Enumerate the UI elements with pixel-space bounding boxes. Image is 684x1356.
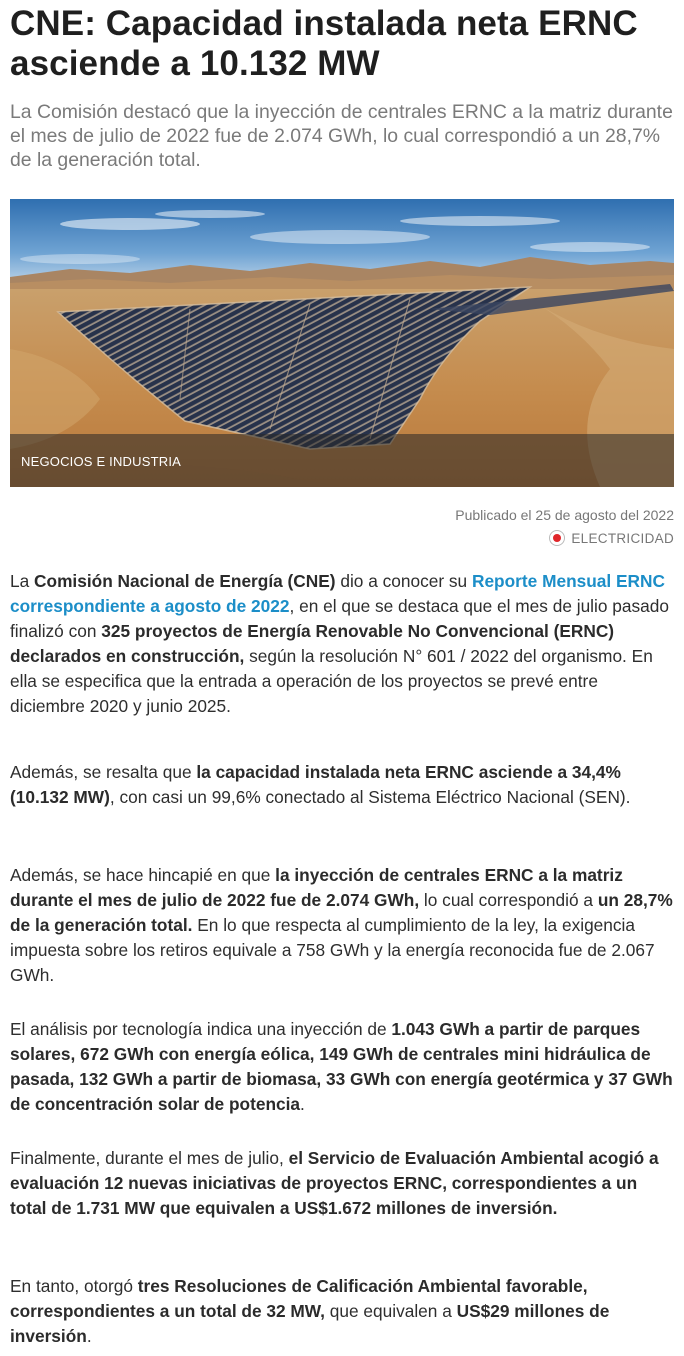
- bold-text: la inyección de centrales ERNC a la matriz durante el mes de julio de 2022 fue de 2.074 GWh,: [10, 865, 623, 910]
- paragraph-5: [10, 1146, 674, 1221]
- text: , con casi un 99,6% conectado al Sistema Eléctrico Nacional (SEN).: [109, 787, 631, 807]
- text: En lo que respecta al cumplimiento de la ley, la exigencia impuesta sobre los retiros equivale a 758 GWh y la energía reconocida fue de 2.067 GWh.: [10, 915, 655, 985]
- paragraph-4: [10, 1017, 674, 1117]
- report-link[interactable]: Reporte Mensual ERNC correspondiente a agosto de 2022: [10, 571, 665, 616]
- category-tag[interactable]: [549, 530, 674, 546]
- hero-image[interactable]: [10, 199, 674, 487]
- bold-text: tres Resoluciones de Calificación Ambiental favorable, correspondientes a un total de 32 MW,: [10, 1276, 588, 1321]
- bold-text: 1.043 GWh a partir de parques solares, 672 GWh con energía eólica, 149 GWh de centrales mini hidráulica de pasada, 132 GWh a partir de biomasa, 33 GWh con energía geotérmica y 37 GWh de concentración solar de potencia: [10, 1019, 673, 1114]
- text: Además, se hace hincapié en que: [10, 865, 276, 885]
- bold-text: US$29 millones de inversión: [10, 1301, 610, 1346]
- text: En tanto, otorgó: [10, 1276, 138, 1296]
- text: según la resolución N° 601 / 2022 del organismo. En ella se especifica que la entrada a operación de los proyectos se prevé entre diciembre 2020 y junio 2025.: [10, 646, 653, 716]
- text: La: [10, 571, 35, 591]
- bold-text: el Servicio de Evaluación Ambiental acogió a evaluación 12 nuevas iniciativas de proyectos ERNC, correspondientes a un total de 1.731 MW que equivalen a US$1.672 millones de inversión.: [10, 1148, 659, 1218]
- text: , en el que se destaca que el mes de julio pasado finalizó con: [10, 596, 669, 641]
- bold-text: 325 proyectos de Energía Renovable No Convencional (ERNC) declarados en construcción,: [10, 621, 615, 666]
- bold-text: la capacidad instalada neta ERNC asciende a 34,4% (10.132 MW): [10, 762, 621, 807]
- article-subtitle: La Comisión destacó que la inyección de centrales ERNC a la matriz durante el mes de julio de 2022 fue de 2.074 GWh, lo cual correspondió a un 28,7% de la generación total.: [10, 101, 673, 171]
- category-label[interactable]: NEGOCIOS E INDUSTRIA: [21, 454, 182, 469]
- category-tag-label[interactable]: ELECTRICIDAD: [571, 530, 674, 546]
- article-title: CNE: Capacidad instalada neta ERNC asciende a 10.132 MW: [10, 4, 638, 83]
- bold-text: un 28,7% de la generación total.: [10, 890, 673, 935]
- text: dio a conocer su: [335, 571, 472, 591]
- text: .: [300, 1094, 305, 1114]
- bold-text: Comisión Nacional de Energía (CNE): [34, 571, 336, 591]
- text: Finalmente, durante el mes de julio,: [10, 1148, 289, 1168]
- category-bar: [10, 434, 674, 487]
- publish-date: Publicado el 25 de agosto del 2022: [455, 507, 674, 523]
- text: que equivalen a: [324, 1301, 457, 1321]
- text: Además, se resalta que: [10, 762, 197, 782]
- text: lo cual correspondió a: [419, 890, 598, 910]
- paragraph-2: [10, 760, 674, 810]
- paragraph-1: [10, 569, 674, 719]
- text: El análisis por tecnología indica una inyección de: [10, 1019, 392, 1039]
- paragraph-3: [10, 863, 674, 988]
- paragraph-6: [10, 1274, 674, 1349]
- category-dot-icon: [549, 530, 565, 546]
- category-dot: [553, 534, 561, 542]
- text: .: [86, 1326, 92, 1346]
